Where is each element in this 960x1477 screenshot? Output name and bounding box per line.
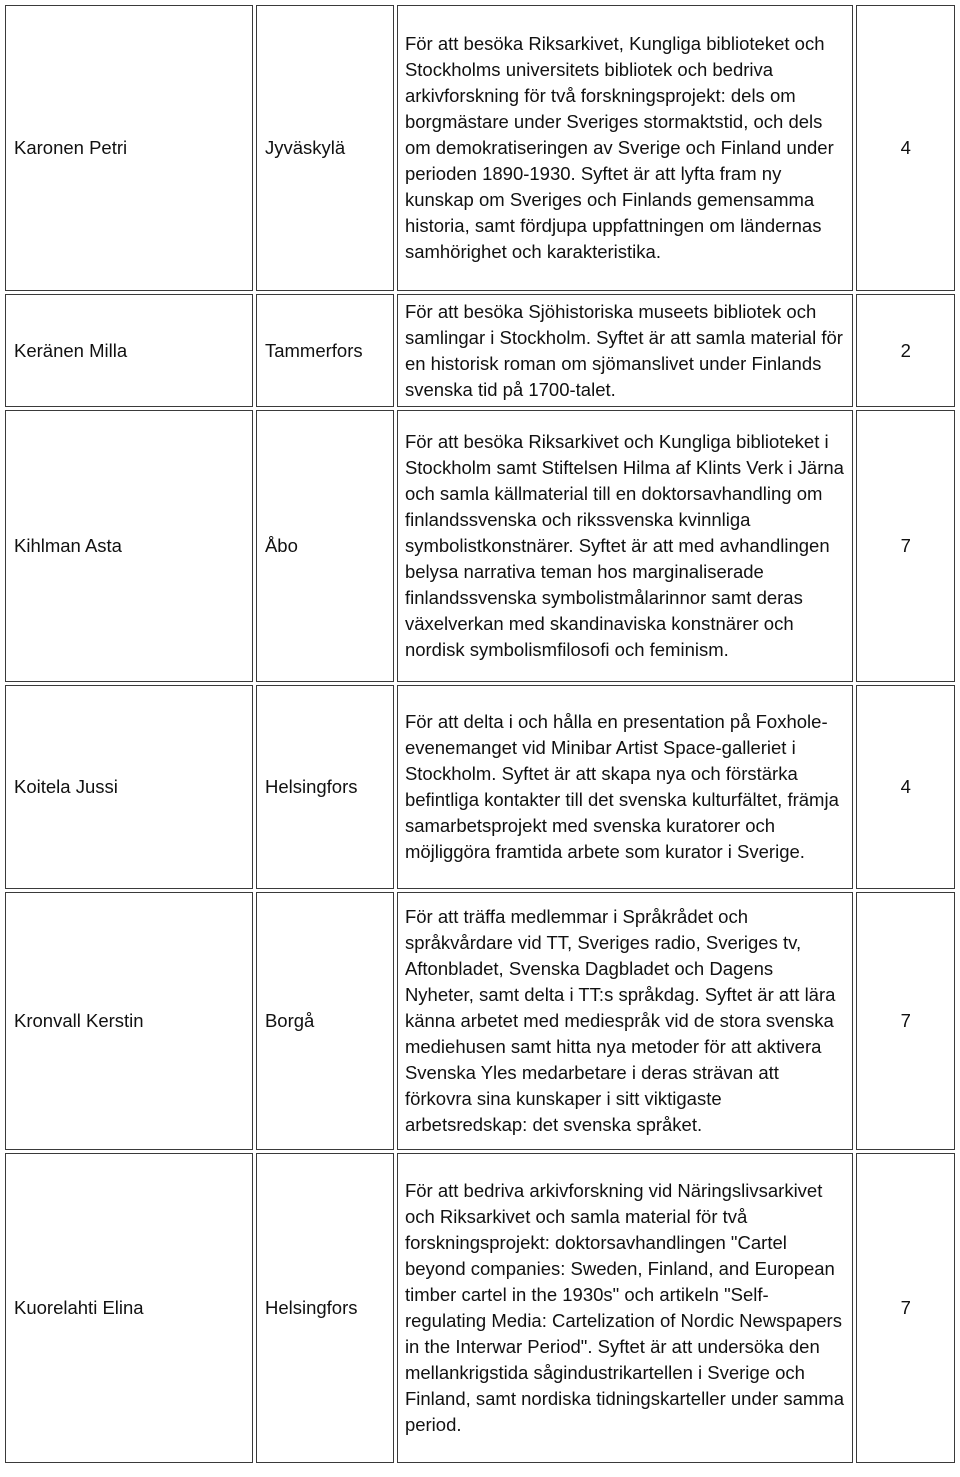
grant-amount: 7 <box>856 1153 955 1463</box>
table-row <box>5 1153 955 1463</box>
grant-amount: 4 <box>856 5 955 291</box>
applicant-name: Kronvall Kerstin <box>5 892 253 1150</box>
grant-purpose: För att bedriva arkivforskning vid Näringslivsarkivet och Riksarkivet och samla material för två forskningsprojekt: doktorsavhandlingen "Cartel beyond companies: Sweden, Finland, and European timber cartel in the 1930s" och artikeln "Self-regulating Media: Cartelization of Nordic Newspapers in the Interwar Period". Syftet är att undersöka den mellankrigstida sågindustrikartellen i Sverige och Finland, samt nordiska tidningskarteller under samma period. <box>397 1153 853 1463</box>
applicant-name: Kihlman Asta <box>5 410 253 682</box>
applicant-city: Åbo <box>256 410 394 682</box>
grant-amount: 4 <box>856 685 955 889</box>
applicant-name: Koitela Jussi <box>5 685 253 889</box>
applicant-name: Keränen Milla <box>5 294 253 407</box>
applicant-city: Borgå <box>256 892 394 1150</box>
table-row <box>5 410 955 682</box>
grant-purpose: För att träffa medlemmar i Språkrådet och språkvårdare vid TT, Sveriges radio, Sveriges tv, Aftonbladet, Svenska Dagbladet och Dagens Nyheter, samt delta i TT:s språkdag. Syftet är att lära känna arbetet med mediespråk vid de stora svenska mediehusen samt hitta nya metoder för att aktivera Svenska Yles medarbetare i deras strävan att förkovra sina kunskaper i sitt viktigaste arbetsredskap: det svenska språket. <box>397 892 853 1150</box>
table-row <box>5 685 955 889</box>
applicant-city: Helsingfors <box>256 685 394 889</box>
applicant-city: Helsingfors <box>256 1153 394 1463</box>
applicant-name: Karonen Petri <box>5 5 253 291</box>
grant-purpose: För att besöka Sjöhistoriska museets bibliotek och samlingar i Stockholm. Syftet är att samla material för en historisk roman om sjömanslivet under Finlands svenska tid på 1700-talet. <box>397 294 853 407</box>
grants-table <box>2 2 958 1466</box>
table-row <box>5 892 955 1150</box>
table-row <box>5 5 955 291</box>
grant-amount: 7 <box>856 410 955 682</box>
grant-purpose: För att besöka Riksarkivet, Kungliga biblioteket och Stockholms universitets bibliotek och bedriva arkivforskning för två forskningsprojekt: dels om borgmästare under Sveriges stormaktstid, och dels om demokratiseringen av Sverige och Finland under perioden 1890-1930. Syftet är att lyfta fram ny kunskap om Sveriges och Finlands gemensamma historia, samt fördjupa uppfattningen om ländernas samhörighet och karakteristika. <box>397 5 853 291</box>
grant-amount: 7 <box>856 892 955 1150</box>
applicant-city: Jyväskylä <box>256 5 394 291</box>
applicant-city: Tammerfors <box>256 294 394 407</box>
table-row <box>5 294 955 407</box>
grant-purpose: För att besöka Riksarkivet och Kungliga biblioteket i Stockholm samt Stiftelsen Hilma af Klints Verk i Järna och samla källmaterial till en doktorsavhandling om finlandssvenska och rikssvenska kvinnliga symbolistkonstnärer. Syftet är att med avhandlingen belysa narrativa teman hos marginaliserade finlandssvenska symbolistmålarinnor samt deras växelverkan med skandinaviska konstnärer och nordisk symbolismfilosofi och feminism. <box>397 410 853 682</box>
grant-amount: 2 <box>856 294 955 407</box>
grant-purpose: För att delta i och hålla en presentation på Foxhole-evenemanget vid Minibar Artist Space-galleriet i Stockholm. Syftet är att skapa nya och förstärka befintliga kontakter till det svenska kulturfältet, främja samarbetsprojekt med svenska kuratorer och möjliggöra framtida arbete som kurator i Sverige. <box>397 685 853 889</box>
applicant-name: Kuorelahti Elina <box>5 1153 253 1463</box>
